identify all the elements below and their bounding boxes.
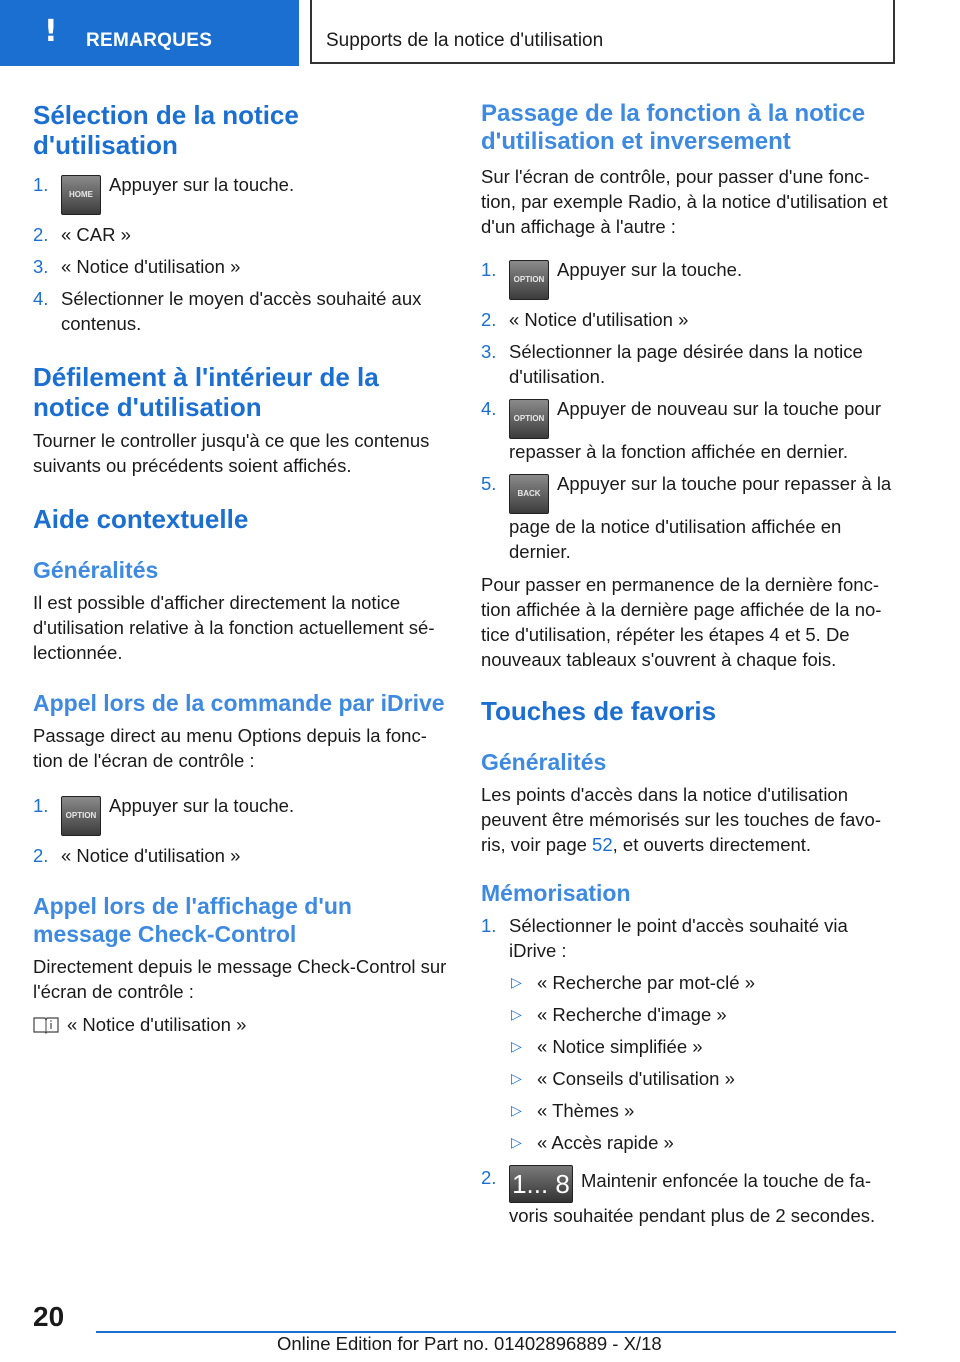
memorisation-steps	[481, 913, 897, 1228]
section-title-favorites: Touches de favoris	[481, 696, 717, 726]
section-title-selection: Sélection de la notice d'utilisation	[33, 100, 299, 160]
subsection-title-idrive: Appel lors de la commande par iDrive	[33, 690, 445, 716]
list-item-text: « Recherche d'image »	[537, 1004, 727, 1025]
step-item	[481, 339, 897, 389]
switch-text: Sur l'écran de contrôle, pour passer d'une fonc-tion, par exemple Radio, à la notice d'utilisation et d'un affichage à l'autre :	[481, 166, 888, 237]
step-number: 3.	[33, 256, 49, 277]
step-item	[481, 471, 897, 564]
list-item-text: « Recherche par mot-clé »	[537, 972, 755, 993]
switch-steps	[481, 257, 897, 564]
step-text: « CAR »	[61, 224, 131, 245]
option-button-icon: OPTION	[509, 399, 549, 439]
step-number: 2.	[481, 1167, 497, 1188]
idrive-steps	[33, 793, 449, 868]
step-number: 3.	[481, 341, 497, 362]
triangle-bullet-icon: ▷	[511, 1070, 522, 1086]
list-item	[509, 970, 897, 995]
header-title-box	[310, 0, 895, 64]
left-column	[33, 100, 449, 1037]
subsection-title-general: Généralités	[33, 557, 159, 583]
list-item	[509, 1130, 897, 1155]
step-item	[33, 286, 449, 336]
step-number: 1.	[33, 174, 49, 195]
book-icon	[33, 1016, 59, 1034]
step-item	[33, 222, 449, 247]
section-title-scrolling: Défilement à l'intérieur de la notice d'utilisation	[33, 362, 379, 422]
step-number: 4.	[481, 398, 497, 419]
triangle-bullet-icon: ▷	[511, 1134, 522, 1150]
favorites-text-part: , et ouverts directement.	[612, 834, 812, 855]
step-number: 1.	[481, 915, 497, 936]
option-button-icon: OPTION	[61, 796, 101, 836]
page-number: 20	[33, 1301, 65, 1332]
step-item	[33, 843, 449, 868]
list-item	[509, 1098, 897, 1123]
step-text: Appuyer sur la touche pour repasser à la page de la notice d'utilisation affichée en dernier.	[509, 473, 892, 562]
check-control-text: Directement depuis le message Check-Control sur l'écran de contrôle :	[33, 956, 447, 1002]
step-text: Maintenir enfoncée la touche de fa-voris souhaitée pendant plus de 2 secondes.	[509, 1170, 876, 1226]
list-item	[509, 1002, 897, 1027]
check-control-line	[33, 1012, 449, 1037]
list-item-text: « Accès rapide »	[537, 1132, 674, 1153]
step-text: Appuyer sur la touche.	[109, 795, 295, 816]
back-button-icon: BACK	[509, 474, 549, 514]
step-text: Appuyer sur la touche.	[109, 174, 295, 195]
step-item	[33, 254, 449, 279]
favorites-text-part: Les points d'accès dans la notice d'utilisation peuvent être mémorisés sur les touches de favo-ris, voir page	[481, 784, 881, 855]
triangle-bullet-icon: ▷	[511, 1038, 522, 1054]
triangle-bullet-icon: ▷	[511, 1102, 522, 1118]
page-link[interactable]: 52	[592, 834, 613, 855]
footer-edition: Online Edition for Part no. 01402896889 - X/18	[277, 1333, 662, 1354]
step-number: 5.	[481, 473, 497, 494]
step-text: Sélectionner la page désirée dans la notice d'utilisation.	[509, 341, 863, 387]
step-item	[481, 1165, 897, 1228]
step-item	[481, 257, 897, 300]
step-item	[33, 172, 449, 215]
selection-steps	[33, 172, 449, 336]
step-text: « Notice d'utilisation »	[61, 845, 241, 866]
section-title-context-help: Aide contextuelle	[33, 504, 249, 534]
subsection-title-general: Généralités	[481, 749, 607, 775]
header-section-tab	[0, 0, 299, 66]
step-number: 1.	[33, 795, 49, 816]
step-item	[481, 307, 897, 332]
header-title: Supports de la notice d'utilisation	[326, 30, 604, 51]
triangle-bullet-icon: ▷	[511, 974, 522, 990]
step-text: « Notice d'utilisation »	[61, 256, 241, 277]
step-text: Sélectionner le point d'accès souhaité via iDrive :	[509, 915, 848, 961]
step-item	[481, 913, 897, 1155]
list-item-text: « Notice simplifiée »	[537, 1036, 703, 1057]
triangle-bullet-icon: ▷	[511, 1006, 522, 1022]
step-item	[33, 793, 449, 836]
step-text: Sélectionner le moyen d'accès souhaité aux contenus.	[61, 288, 422, 334]
list-item-text: « Thèmes »	[537, 1100, 635, 1121]
step-number: 2.	[33, 224, 49, 245]
subsection-title-memorisation: Mémorisation	[481, 880, 631, 906]
subsection-title-check-control: Appel lors de l'affichage d'un message Check-Control	[33, 893, 352, 947]
option-button-icon: OPTION	[509, 260, 549, 300]
access-point-list	[509, 970, 897, 1155]
idrive-text: Passage direct au menu Options depuis la fonc-tion de l'écran de contrôle :	[33, 725, 427, 771]
check-control-entry: « Notice d'utilisation »	[67, 1014, 247, 1035]
step-number: 4.	[33, 288, 49, 309]
favorite-buttons-icon: 1... 8	[509, 1165, 573, 1203]
step-number: 1.	[481, 259, 497, 280]
list-item	[509, 1066, 897, 1091]
section-title-switch: Passage de la fonction à la notice d'utilisation et inversement	[481, 100, 866, 155]
favorites-general-text	[481, 782, 897, 857]
step-number: 2.	[481, 309, 497, 330]
home-button-icon: HOME	[61, 175, 101, 215]
general-text: Il est possible d'afficher directement la notice d'utilisation relative à la fonction actuellement sé-lectionnée.	[33, 592, 435, 663]
step-item	[481, 396, 897, 464]
list-item	[509, 1034, 897, 1059]
scrolling-text: Tourner le controller jusqu'à ce que les contenus suivants ou précédents soient affichés.	[33, 430, 430, 476]
switch-after-text: Pour passer en permanence de la dernière fonc-tion affichée à la dernière page affichée de la no-tice d'utilisation, répéter les étapes 4 et 5. De nouveaux tableaux s'ouvrent à chaque fois.	[481, 574, 882, 670]
list-item-text: « Conseils d'utilisation »	[537, 1068, 735, 1089]
right-column	[481, 100, 897, 1228]
step-text: Appuyer de nouveau sur la touche pour repasser à la fonction affichée en dernier.	[509, 398, 881, 462]
header-section-label: REMARQUES	[86, 30, 213, 51]
step-number: 2.	[33, 845, 49, 866]
step-text: « Notice d'utilisation »	[509, 309, 689, 330]
exclamation-icon: !	[44, 14, 58, 49]
step-text: Appuyer sur la touche.	[557, 259, 743, 280]
